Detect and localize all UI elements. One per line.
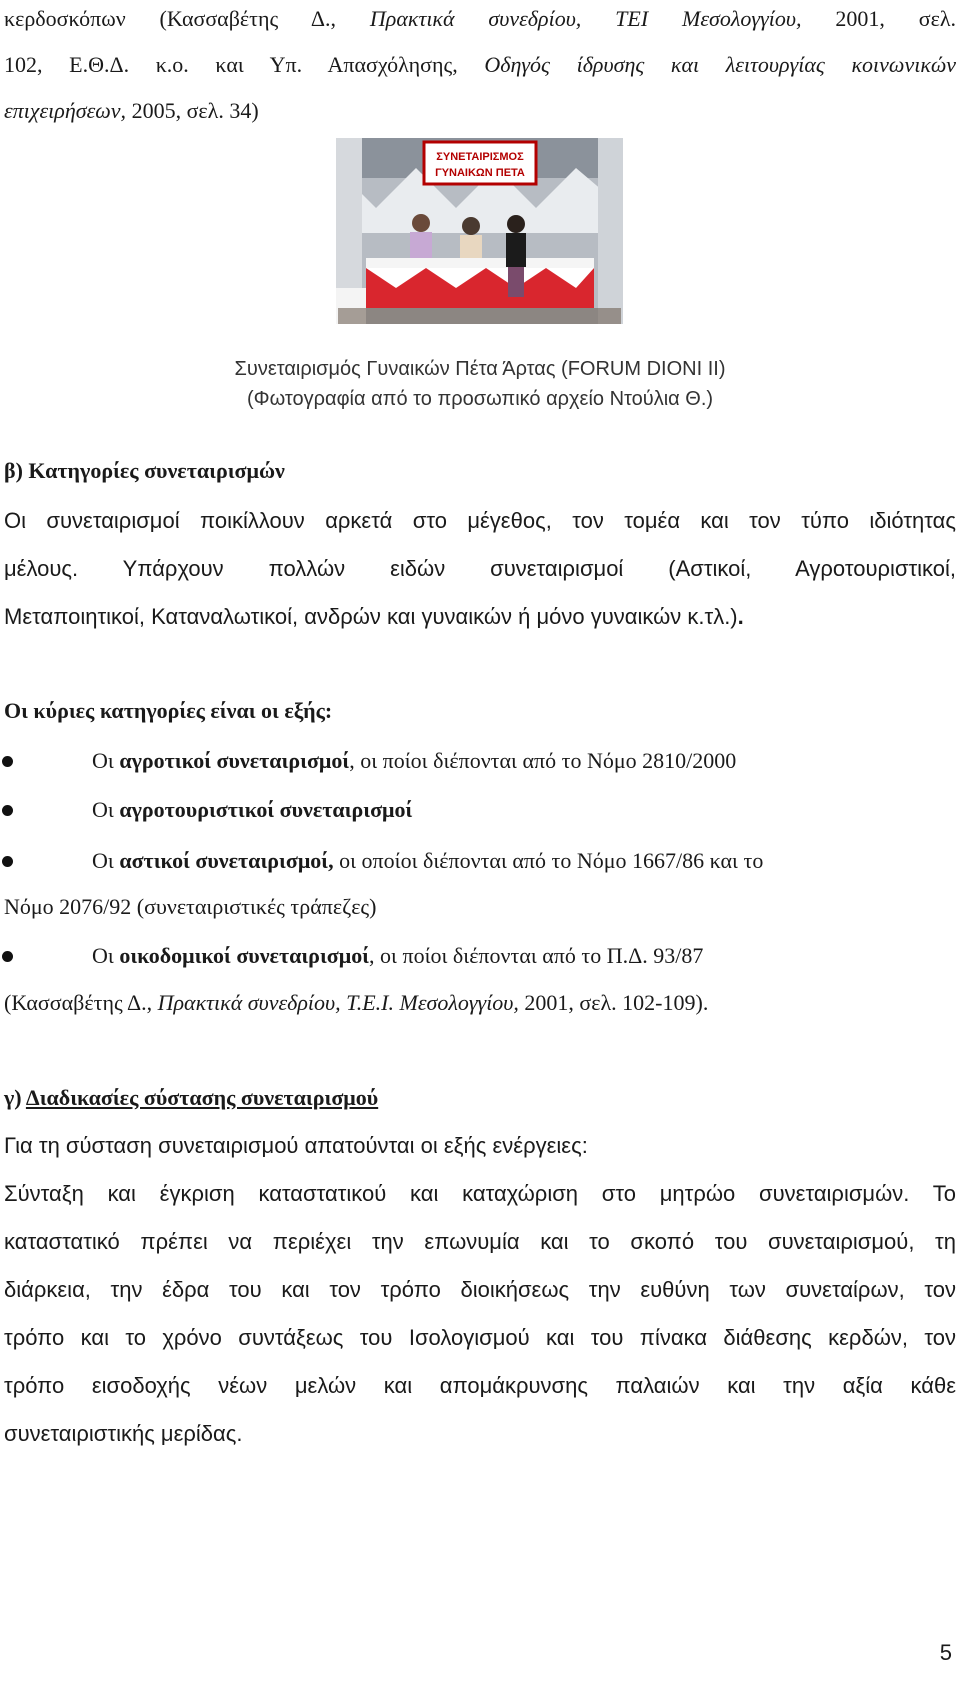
text-line (4, 98, 259, 124)
text-line (4, 6, 956, 32)
cooperative-photo (336, 138, 623, 324)
paragraph-line (4, 604, 744, 630)
paragraph-line: τρόπο εισοδοχής νέων μελών και απομάκρυνσης παλαιών και την αξία κάθε (4, 1373, 956, 1398)
text: κερδοσκόπων (Κασσαβέτης Δ., (4, 6, 370, 31)
paragraph-line: Οι συνεταιρισμοί ποικίλλουν αρκετά στο μέγεθος, τον τομέα και τον τύπο ιδιότητας (4, 508, 956, 533)
text: (Κασσαβέτης Δ., (4, 990, 158, 1015)
text: 2005, σελ. 34) (126, 98, 259, 123)
text: Οι (92, 748, 120, 773)
paragraph-line: καταστατικό πρέπει να περιέχει την επωνυμία και το σκοπό του συνεταιρισμού, τη (4, 1229, 956, 1254)
list-item (92, 848, 763, 874)
bold-term: αγροτικοί συνεταιρισμοί (119, 748, 350, 773)
italic-citation: επιχειρήσεων, (4, 98, 127, 123)
text: 2001, σελ. 102-109). (518, 990, 709, 1015)
text: 2001, σελ. (801, 6, 956, 31)
paragraph-line: μέλους. Υπάρχουν πολλών ειδών συνεταιρισμοί (Αστικοί, Αγροτουριστικοί, (4, 556, 956, 581)
bullet-icon (2, 951, 13, 962)
list-item-continuation: Νόμο 2076/92 (συνεταιριστικές τράπεζες) (4, 894, 377, 919)
text: Οι (92, 797, 120, 822)
section-heading (4, 1085, 378, 1111)
list-item (92, 748, 736, 774)
bullet-icon (2, 856, 13, 867)
sign-text-1: ΣΥΝΕΤΑΙΡΙΣΜΟΣ (436, 151, 524, 163)
bold-term: οικοδομικοί συνεταιρισμοί (119, 943, 370, 968)
paragraph-line: Σύνταξη και έγκριση καταστατικού και καταχώριση στο μητρώο συνεταιρισμών. Το (4, 1181, 956, 1206)
text: γ) (4, 1085, 26, 1110)
italic-citation: Οδηγός ίδρυσης και λειτουργίας κοινωνικών (484, 52, 956, 77)
text: οι οποίοι διέπονται από το Νόμο 1667/86 και το (333, 848, 764, 873)
list-item-continuation (4, 990, 708, 1016)
italic-citation: Πρακτικά συνεδρίου, ΤΕΙ Μεσολογγίου, (369, 6, 802, 31)
paragraph-line: Για τη σύσταση συνεταιρισμού απατούνται οι εξής ενέργειες: (4, 1133, 588, 1158)
subsection-heading: Οι κύριες κατηγορίες είναι οι εξής: (4, 698, 333, 723)
text: , οι ποίοι διέπονται από το Νόμο 2810/2000 (349, 748, 737, 773)
text-line (4, 52, 956, 78)
text: . (737, 604, 744, 629)
text: Μεταποιητικοί, Καταναλωτικοί, ανδρών και γυναικών ή μόνο γυναικών κ.τλ.) (4, 604, 738, 629)
photo-credit: (Φωτογραφία από το προσωπικό αρχείο Ντούλια Θ.) (246, 388, 714, 410)
text: , οι ποίοι διέπονται από το Π.Δ. 93/87 (369, 943, 704, 968)
bold-term: αγροτουριστικοί συνεταιρισμοί (119, 797, 413, 822)
sign-text-2: ΓΥΝΑΙΚΩΝ ΠΕΤΑ (435, 167, 525, 179)
list-item (92, 797, 412, 823)
underlined-heading: Διαδικασίες σύστασης συνεταιρισμού (25, 1085, 379, 1110)
bullet-icon (2, 805, 13, 816)
photo-image (336, 138, 623, 324)
bold-term: αστικοί συνεταιρισμοί, (119, 848, 334, 873)
photo-caption: Συνεταιρισμός Γυναικών Πέτα Άρτας (FORUM DIONI II) (234, 358, 726, 380)
bullet-icon (2, 756, 13, 767)
page-number: 5 (939, 1640, 952, 1665)
paragraph-line: συνεταιριστικής μερίδας. (4, 1421, 243, 1446)
paragraph-line: διάρκεια, την έδρα του και τον τρόπο διοικήσεως την ευθύνη των συνεταίρων, τον (4, 1277, 956, 1302)
paragraph-line: τρόπο και το χρόνο συντάξεως του Ισολογισμού και του πίνακα διάθεσης κερδών, τον (4, 1325, 956, 1350)
list-item (92, 943, 703, 969)
text: Οι (92, 848, 120, 873)
text: Οι (92, 943, 120, 968)
section-heading: β) Κατηγορίες συνεταιρισμών (4, 458, 285, 483)
text: 102, Ε.Θ.Δ. κ.ο. και Υπ. Απασχόλησης, (4, 52, 485, 77)
italic-citation: Πρακτικά συνεδρίου, Τ.Ε.Ι. Μεσολογγίου, (157, 990, 519, 1015)
